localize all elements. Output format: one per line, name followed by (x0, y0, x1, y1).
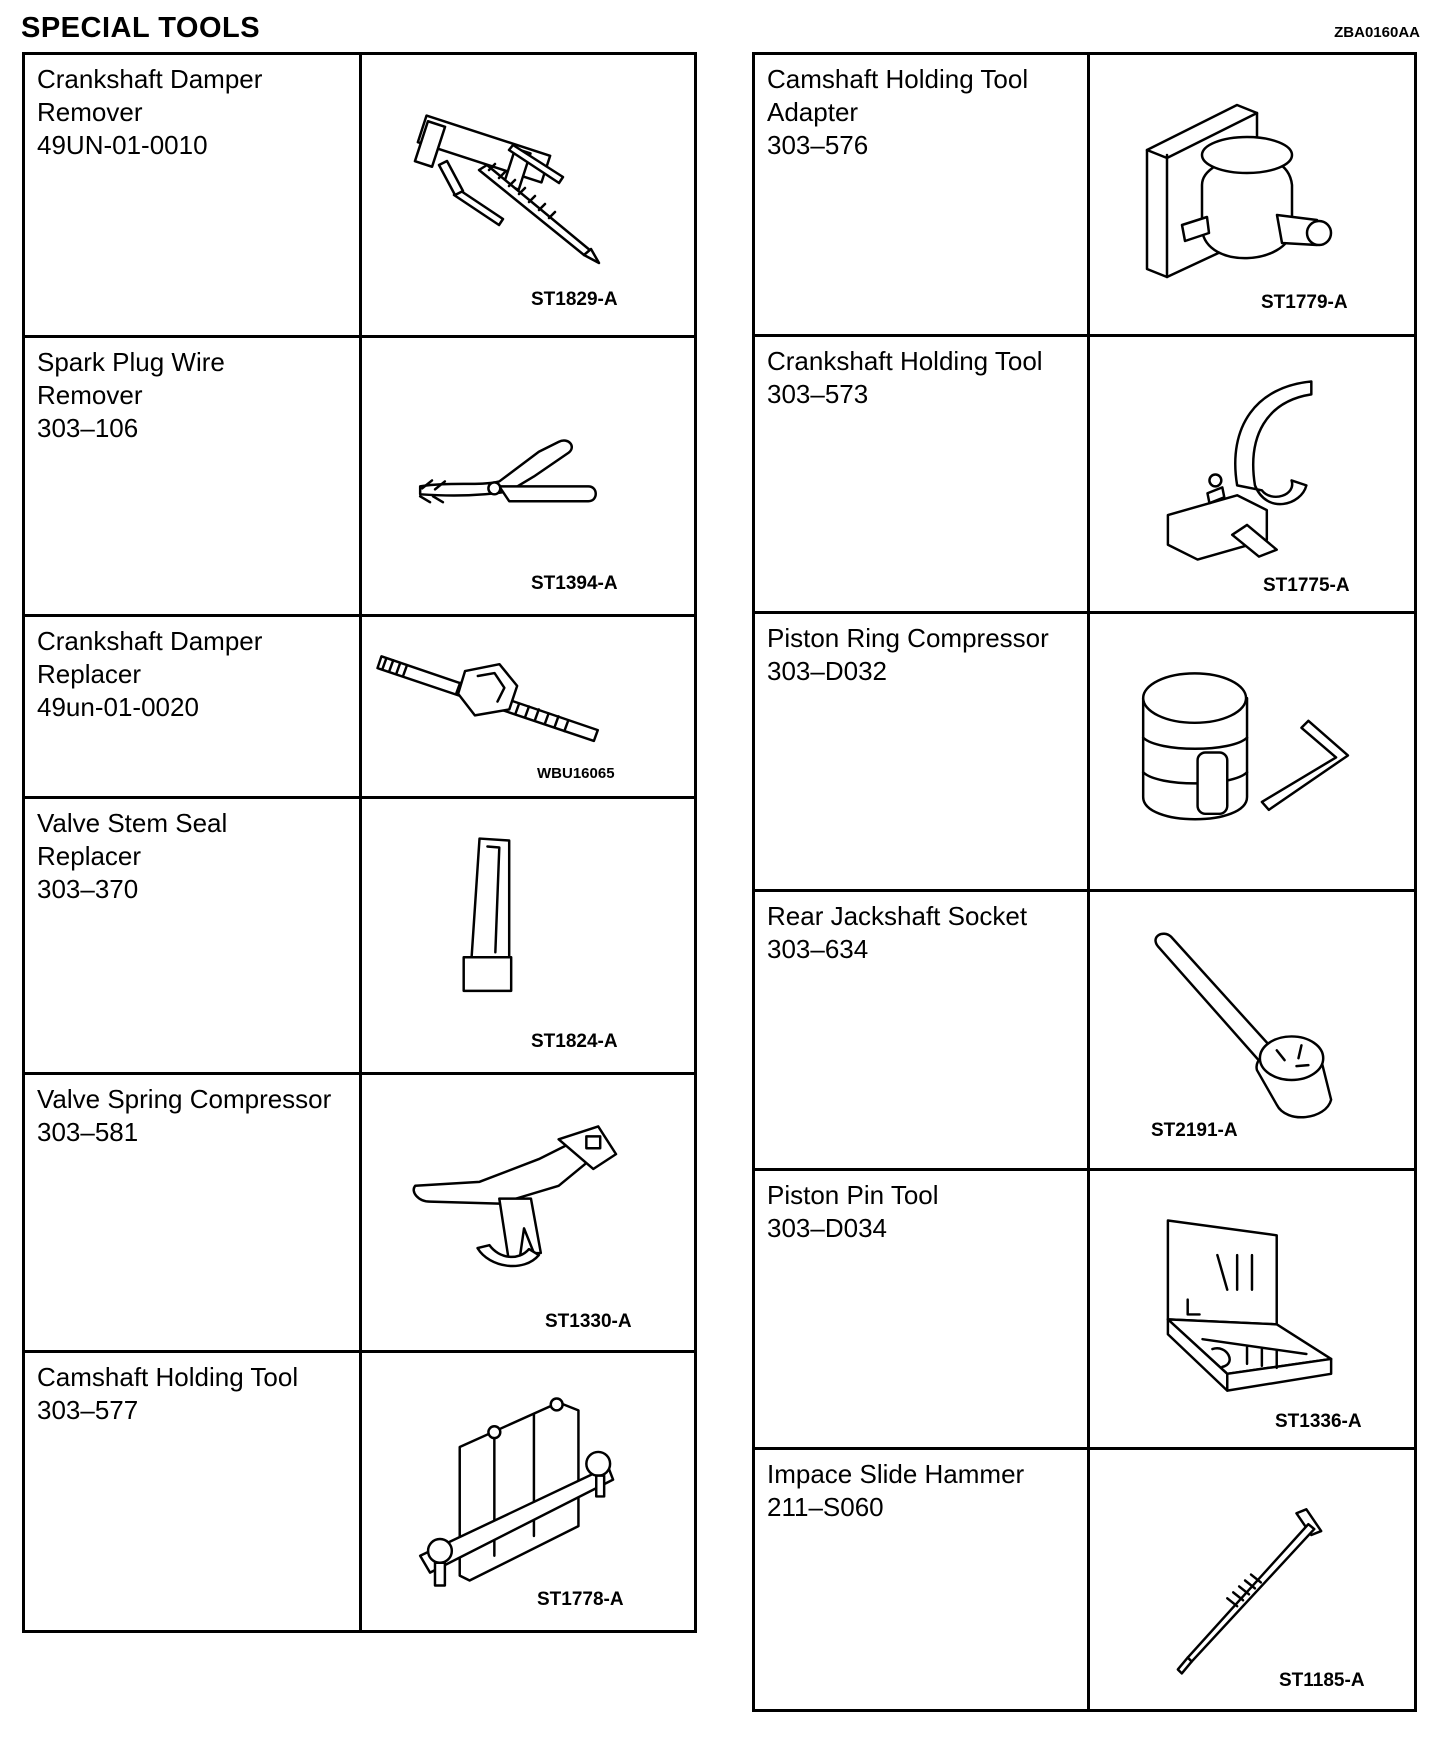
camshaft-holding-tool-icon (359, 1353, 694, 1630)
page-title: SPECIAL TOOLS (21, 12, 261, 44)
tool-row (25, 796, 694, 1072)
tool-illustration (1087, 55, 1414, 334)
part-number: 49un-01-0020 (37, 692, 199, 722)
tool-row (25, 614, 694, 796)
art-id: ST1778-A (537, 1589, 624, 1610)
part-number: 303–576 (767, 130, 869, 160)
tool-name: Crankshaft Damper Remover (37, 64, 263, 127)
part-number: 211–S060 (767, 1492, 884, 1522)
art-id: ST1394-A (531, 573, 618, 594)
tool-name: Piston Pin Tool (767, 1180, 939, 1210)
tool-row (755, 611, 1414, 889)
tool-row (755, 889, 1414, 1168)
wire-remover-pliers-icon (359, 338, 694, 614)
part-number: 303–106 (37, 413, 139, 443)
tool-illustration (1087, 1171, 1414, 1447)
crankshaft-holding-tool-icon (1087, 337, 1414, 611)
part-number: 49UN-01-0010 (37, 130, 208, 160)
tool-name: Crankshaft Holding Tool (767, 346, 1043, 376)
part-number: 303–577 (37, 1395, 139, 1425)
damper-replacer-icon (359, 617, 694, 796)
tool-row (25, 55, 694, 335)
tool-row (755, 55, 1414, 334)
tool-name: Impace Slide Hammer (767, 1459, 1025, 1489)
damper-remover-icon (359, 55, 694, 335)
seal-replacer-icon (359, 799, 694, 1072)
left-tools-table (22, 52, 697, 1633)
tool-name: Spark Plug Wire Remover (37, 347, 225, 410)
art-id: ST1336-A (1275, 1411, 1362, 1432)
piston-pin-tool-case-icon (1087, 1171, 1414, 1447)
holding-tool-adapter-icon (1087, 55, 1414, 334)
tool-name: Valve Stem Seal Replacer (37, 808, 228, 871)
tool-illustration (359, 617, 694, 796)
tool-name: Camshaft Holding Tool (37, 1362, 299, 1392)
tool-name: Piston Ring Compressor (767, 623, 1049, 653)
right-tools-table (752, 52, 1417, 1712)
art-id: ST1185-A (1279, 1670, 1365, 1691)
art-id: ST2191-A (1151, 1120, 1238, 1141)
tool-row (755, 334, 1414, 611)
tool-name: Crankshaft Damper Replacer (37, 626, 263, 689)
tool-row (25, 1350, 694, 1630)
figure-code: ZBA0160AA (1334, 24, 1420, 41)
art-id: WBU16065 (537, 765, 615, 782)
part-number: 303–573 (767, 379, 869, 409)
part-number: 303–D032 (767, 656, 887, 686)
tool-illustration (1087, 892, 1414, 1168)
tool-illustration (1087, 1450, 1414, 1709)
art-id: ST1330-A (545, 1311, 632, 1332)
ring-compressor-icon (1087, 614, 1414, 889)
tool-name: Rear Jackshaft Socket (767, 901, 1028, 931)
tool-illustration (1087, 337, 1414, 611)
tool-illustration (359, 1075, 694, 1350)
tool-row (755, 1447, 1414, 1709)
tool-row (25, 1072, 694, 1350)
tool-row (25, 335, 694, 614)
tool-illustration (359, 799, 694, 1072)
art-id: ST1824-A (531, 1031, 618, 1052)
jackshaft-socket-icon (1087, 892, 1414, 1168)
tool-illustration (359, 1353, 694, 1630)
part-number: 303–370 (37, 874, 139, 904)
spring-compressor-icon (359, 1075, 694, 1350)
tool-illustration (359, 55, 694, 335)
art-id: ST1829-A (531, 289, 618, 310)
art-id: ST1779-A (1261, 292, 1348, 313)
tool-name: Camshaft Holding Tool Adapter (767, 64, 1029, 127)
part-number: 303–581 (37, 1117, 139, 1147)
tool-illustration (1087, 614, 1414, 889)
art-id: ST1775-A (1263, 575, 1350, 596)
part-number: 303–D034 (767, 1213, 887, 1243)
tool-row (755, 1168, 1414, 1447)
tool-name: Valve Spring Compressor (37, 1084, 332, 1114)
part-number: 303–634 (767, 934, 869, 964)
tool-illustration (359, 338, 694, 614)
